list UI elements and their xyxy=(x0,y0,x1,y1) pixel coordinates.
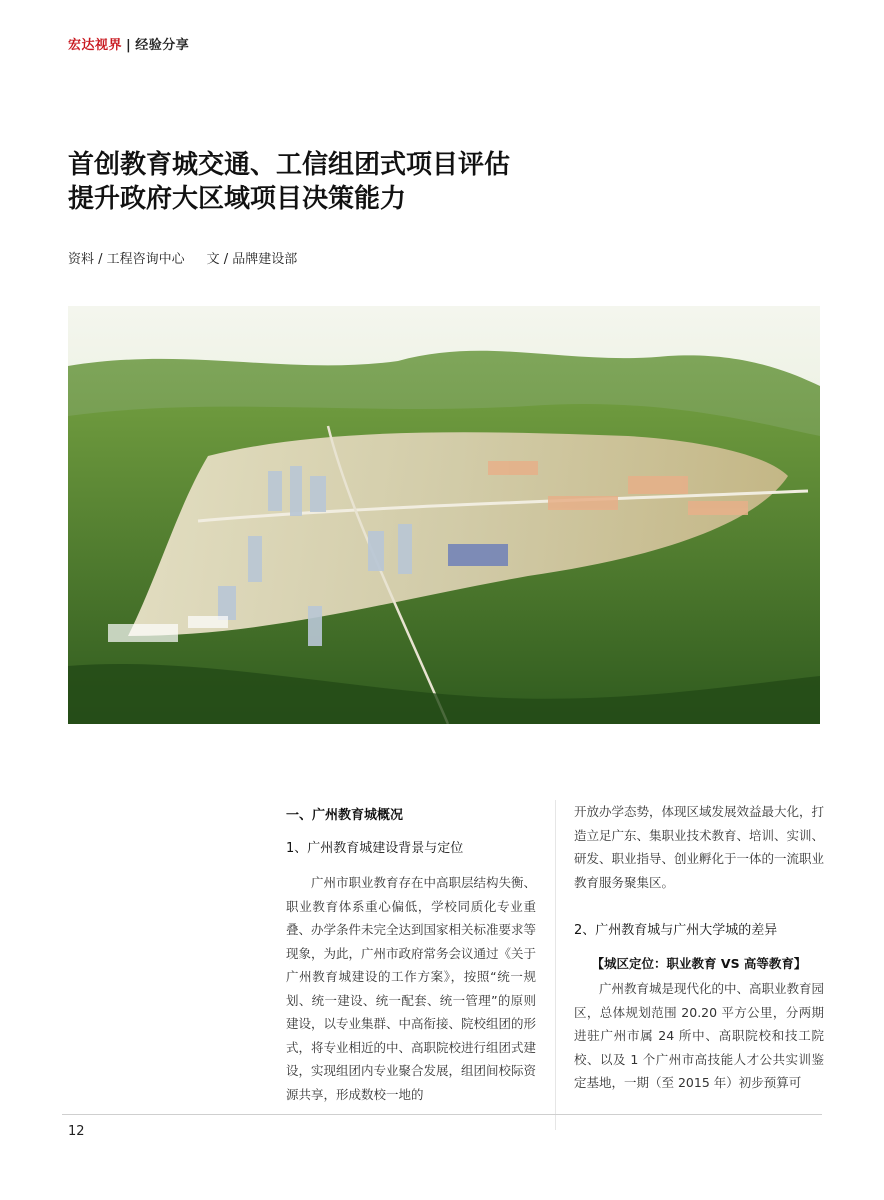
magazine-header xyxy=(68,34,189,53)
column-divider xyxy=(555,800,556,1130)
page-number: 12 xyxy=(68,1124,85,1139)
body-paragraph: 广州教育城是现代化的中、高职业教育园区，总体规划范围 20.20 平方公里，分两期进驻广州市属 24 所中、高职院校和技工院校、以及 1 个广州市高技能人才公共实训鉴定基地，一期（至 2015 年）初步预算可 xyxy=(574,981,825,1090)
body-paragraph-continued: 开放办学态势，体现区域发展效益最大化，打造立足广东、集职业技术教育、培训、实训、研发、职业指导、创业孵化于一体的一流职业教育服务聚集区。 xyxy=(574,804,825,890)
right-column xyxy=(574,800,824,1095)
title-line-1: 首创教育城交通、工信组团式项目评估 xyxy=(68,150,511,180)
footer-divider xyxy=(62,1114,822,1115)
credit-author: 文 / 品牌建设部 xyxy=(206,252,298,267)
subheading-bracket: 【城区定位：职业教育 VS 高等教育】 xyxy=(591,955,807,971)
brand-label: 宏达视界 xyxy=(68,38,123,53)
credit-source: 资料 / 工程咨询中心 xyxy=(68,252,185,267)
article-credit xyxy=(68,248,297,267)
body-paragraph: 广州市职业教育存在中高职层结构失衡、职业教育体系重心偏低，学校同质化专业重叠、办学条件未完全达到国家相关标准要求等现象，为此，广州市政府常务会议通过《关于广州教育城建设的工作方案》，按照“统一规划、统一建设、统一配套、统一管理”的原则建设，以专业集群、中高衔接、院校组团的形式，将专业相近的中、高职院校进行组团式建设，实现组团内专业聚合发展，组团间校际资源共享，形成数校一地的 xyxy=(286,875,537,1102)
aerial-city-rendering-icon xyxy=(68,306,820,724)
subsection-heading: 1、广州教育城建设背景与定位 xyxy=(286,840,464,856)
title-line-2: 提升政府大区域项目决策能力 xyxy=(68,184,407,214)
header-separator: | xyxy=(126,38,132,53)
left-column xyxy=(286,804,536,1106)
article-title xyxy=(68,148,510,216)
section-label: 经验分享 xyxy=(135,38,190,53)
subsection-heading: 2、广州教育城与广州大学城的差异 xyxy=(574,923,778,938)
hero-image xyxy=(68,306,820,724)
section-heading: 一、广州教育城概况 xyxy=(286,808,404,823)
